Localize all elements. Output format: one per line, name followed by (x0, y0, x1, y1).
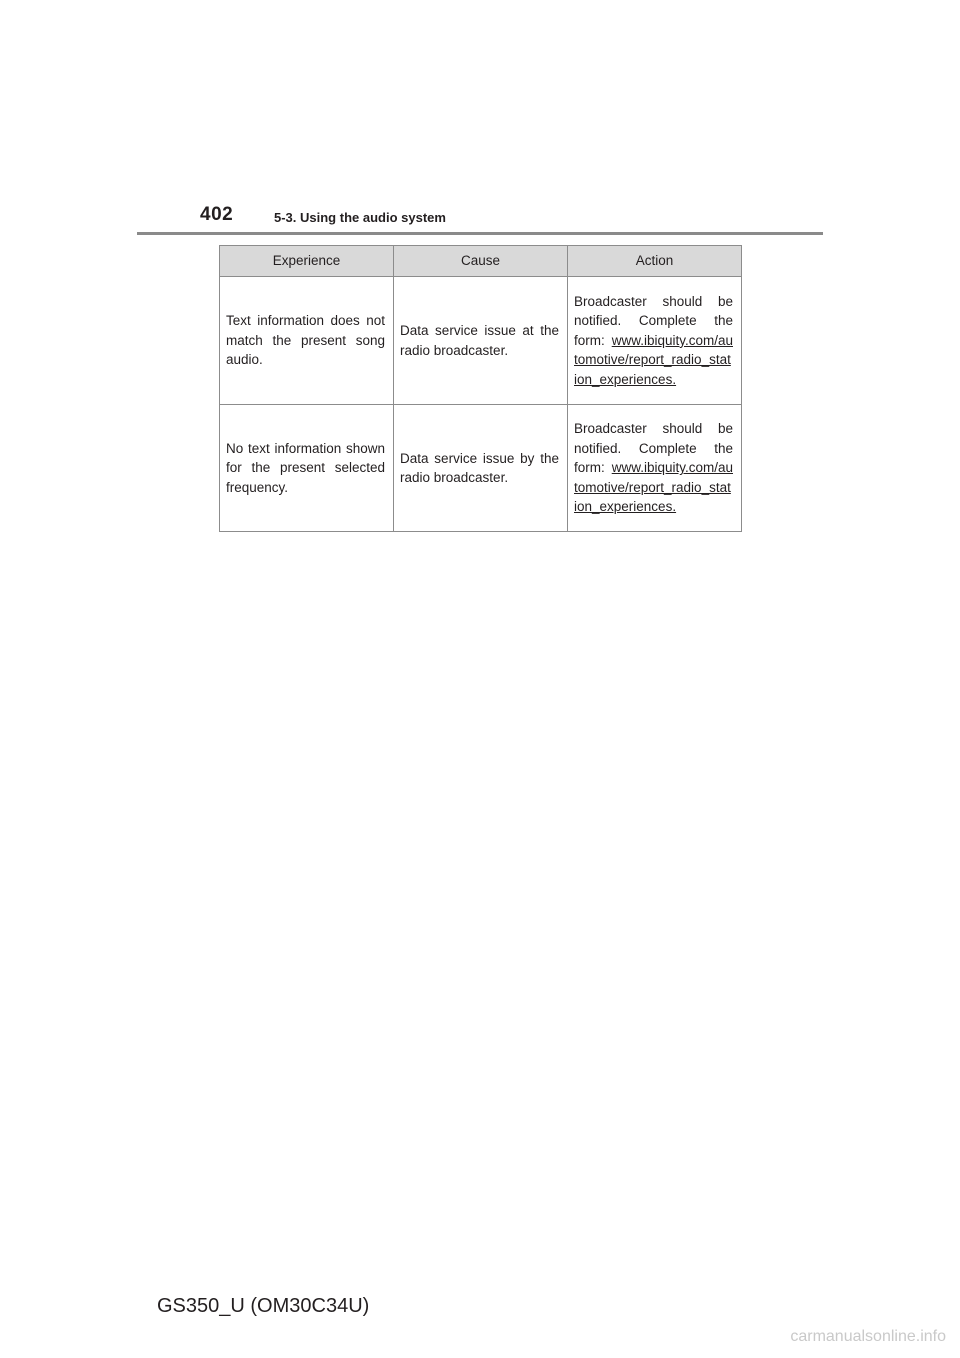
experience-cell: Text information does not match the present song audio. (220, 277, 394, 405)
action-text: Broadcaster should be notified. Complete the form: (574, 293, 733, 348)
column-header-experience: Experience (220, 246, 394, 277)
table-header-row (220, 246, 742, 277)
report-url-link[interactable]: www.ibiquity.com/automotive/report_radio_station_experiences. (574, 332, 733, 387)
table-row (220, 405, 742, 532)
experience-cell: No text information shown for the present selected frequency. (220, 405, 394, 532)
watermark: carmanualsonline.info (790, 1328, 946, 1345)
action-cell (568, 277, 742, 405)
page-number: 402 (200, 204, 234, 225)
model-code-footer: GS350_U (OM30C34U) (157, 1295, 370, 1317)
section-title: 5-3. Using the audio system (274, 210, 446, 225)
cause-cell: Data service issue by the radio broadcaster. (394, 405, 568, 532)
column-header-cause: Cause (394, 246, 568, 277)
troubleshooting-table (219, 245, 742, 532)
column-header-action: Action (568, 246, 742, 277)
cause-cell: Data service issue at the radio broadcaster. (394, 277, 568, 405)
action-cell (568, 405, 742, 532)
header-divider (137, 232, 823, 235)
action-text: Broadcaster should be notified. Complete the form: (574, 421, 733, 476)
report-url-link[interactable]: www.ibiquity.com/automotive/report_radio_station_experiences. (574, 460, 733, 515)
table-row (220, 277, 742, 405)
